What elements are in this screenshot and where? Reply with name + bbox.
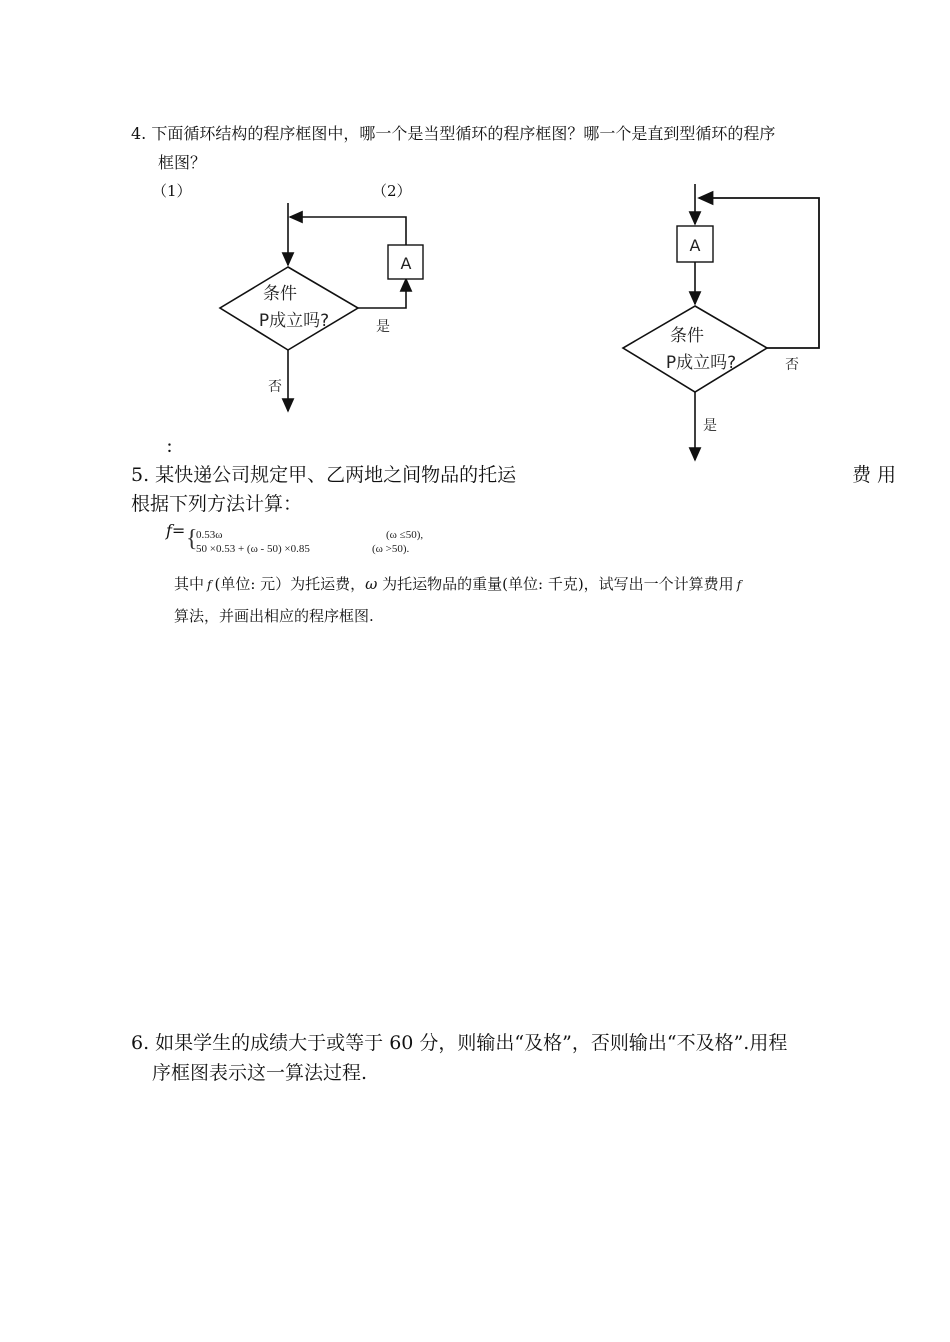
q5-formula-f: f= [166,521,186,540]
flow2-box-label: A [689,236,701,255]
q5-desc-line1 [174,573,741,594]
q6-line1: 6. 如果学生的成绩大于或等于 60 分，则输出“及格”，否则输出“不及格”.用程 [131,1032,788,1054]
q5-desc-a: 其中 [174,575,205,593]
formula-brace: { [186,526,198,552]
q5-desc-f2: f [736,578,742,592]
flow2-cond-line2: P成立吗? [665,353,737,373]
flow1-cond-line1: 条件 [263,284,297,304]
q5-formula-case1: 0.53ω [196,529,223,541]
flow2-no-label: 否 [785,357,799,373]
flowchart-1 [210,195,450,420]
q5-desc-omega: ω [365,575,378,593]
q5-desc-line2: 算法，并画出相应的程序框图. [174,607,374,625]
flow2-yes-label: 是 [703,418,717,434]
q5-formula-case2: 50 ×0.53 + (ω - 50) ×0.85 [196,543,310,555]
flowchart-2 [615,178,835,468]
flow2-condition-diamond [623,306,767,392]
q4-text-line2: 框图？ [158,153,207,172]
flow1-no-label: 否 [268,379,282,395]
flow1-cond-line2: P成立吗? [258,311,330,331]
q6-line2: 序框图表示这一算法过程. [152,1062,368,1084]
q5-desc-b: (单位: 元）为托运费， [214,575,366,593]
flow2-cond-line1: 条件 [670,326,704,346]
q4-label-1: （1） [152,182,192,200]
flow1-box-label: A [400,254,412,273]
q4-label-2: （2） [372,182,412,200]
q5-formula-cond1: (ω ≤50), [386,529,424,541]
q5-desc-f: f [207,578,212,592]
q5-line1-left: 5. 某快递公司规定甲、乙两地之间物品的托运 [131,464,517,486]
q5-line2: 根据下列方法计算： [131,493,303,515]
q5-line1-right: 费 用 [852,464,897,486]
flow1-yes-arrow [358,279,406,308]
stray-colon: ： [166,438,182,456]
flow1-loop-arrow [290,217,406,245]
q5-desc-c: 为托运物品的重量(单位: 千克)，试写出一个计算费用 [377,575,734,593]
q4-text-line1: 4. 下面循环结构的程序框图中，哪一个是当型循环的程序框图？哪一个是直到型循环的程序 [131,124,776,143]
q5-formula-cond2: (ω >50). [372,543,410,555]
flow1-condition-diamond [220,267,358,350]
flow1-yes-label: 是 [376,319,390,335]
